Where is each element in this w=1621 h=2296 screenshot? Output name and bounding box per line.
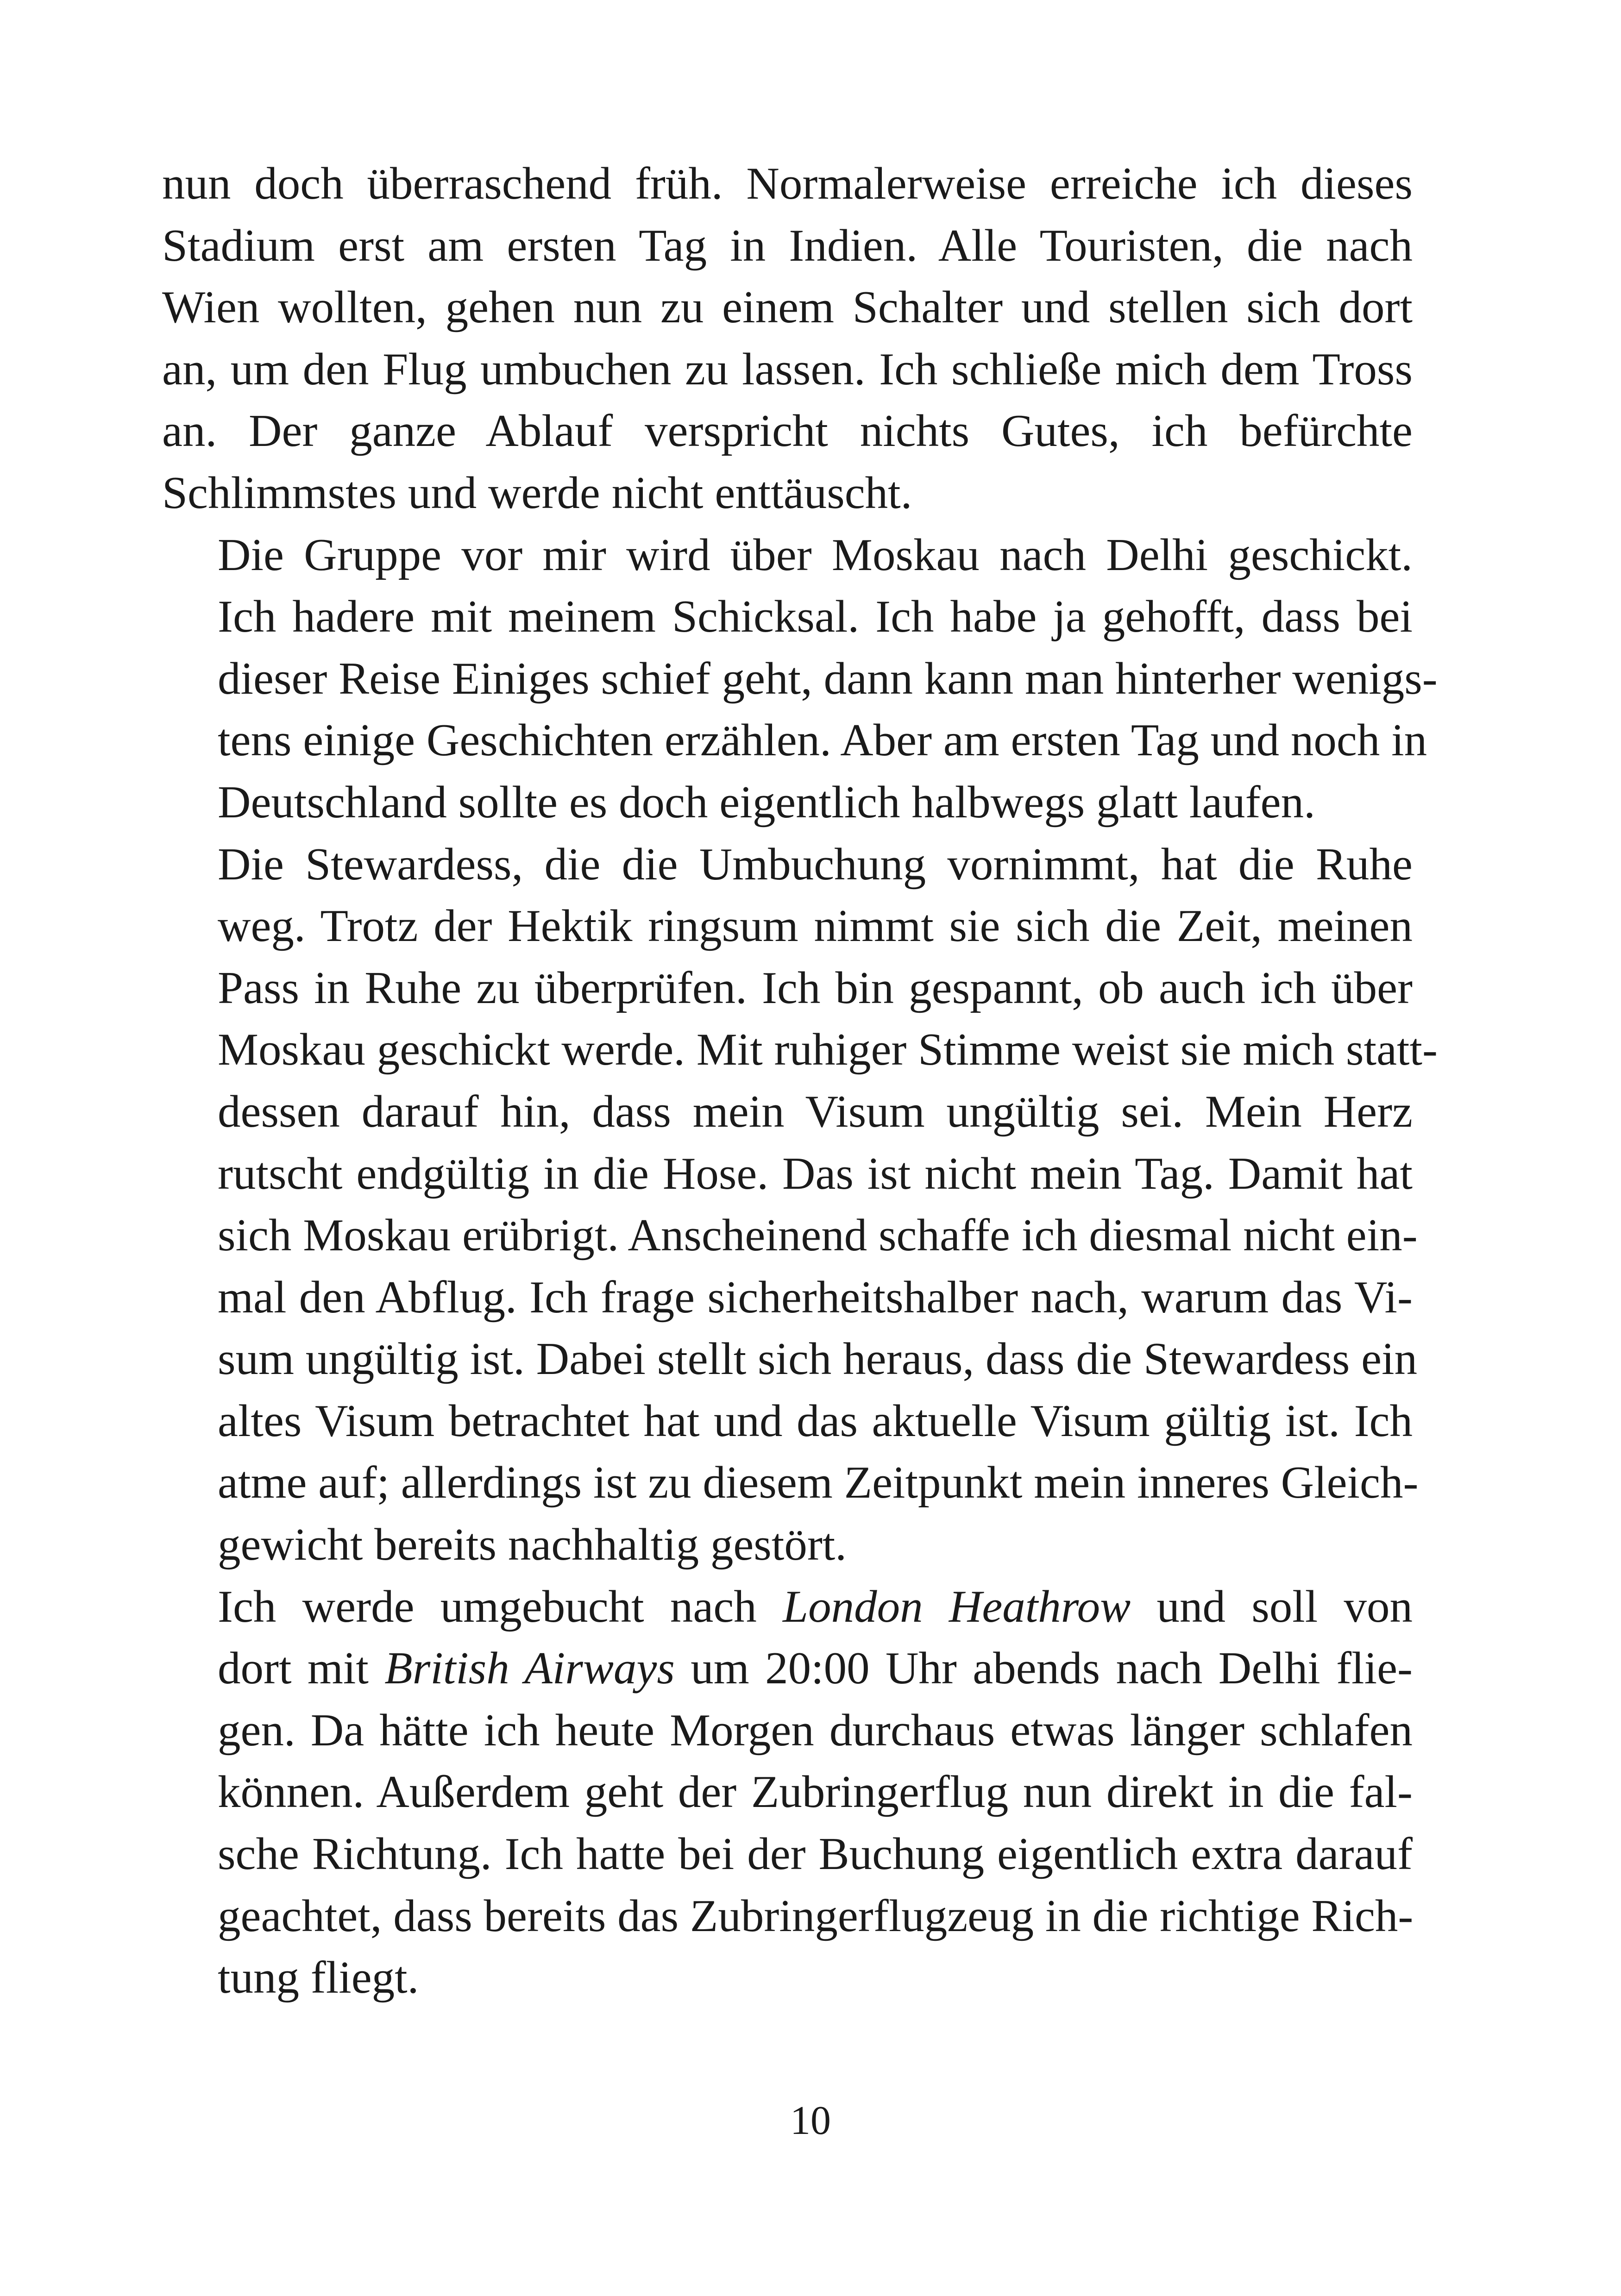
text-line: [162, 400, 1413, 462]
text-line: [162, 1328, 1418, 1390]
text-segment: dieser Reise Einiges schief geht, dann kann man hinterher wenigs-: [218, 653, 1438, 704]
text-line: [162, 648, 1438, 710]
text-segment: nun doch überraschend früh. Normalerweise erreiche ich dieses: [162, 158, 1413, 209]
text-line: [162, 524, 1413, 586]
text-segment: sche Richtung. Ich hatte bei der Buchung eigentlich extra darauf: [218, 1829, 1413, 1880]
text-segment: Die Gruppe vor mir wird über Moskau nach Delhi geschickt.: [218, 529, 1413, 580]
text-segment: sum ungültig ist. Dabei stellt sich heraus, dass die Stewardess ein: [218, 1334, 1418, 1385]
text-line: [162, 586, 1413, 648]
text-line: [162, 153, 1413, 215]
text-segment: Moskau geschickt werde. Mit ruhiger Stimme weist sie mich statt-: [218, 1024, 1438, 1075]
text-segment: atme auf; allerdings ist zu diesem Zeitpunkt mein inneres Gleich-: [218, 1457, 1419, 1508]
text-segment: an. Der ganze Ablauf verspricht nichts Gutes, ich befürchte: [162, 406, 1413, 457]
text-segment: Ich werde umgebucht nach: [218, 1581, 783, 1632]
text-line: [162, 1452, 1419, 1514]
text-line: [162, 215, 1413, 277]
text-line: [162, 1576, 1413, 1638]
text-line: [162, 462, 1413, 524]
paragraph: [162, 1576, 1413, 2009]
text-segment: geachtet, dass bereits das Zubringerflugzeug in die richtige Rich-: [218, 1890, 1414, 1941]
text-segment: sich Moskau erübrigt. Anscheinend schaffe ich diesmal nicht ein-: [218, 1210, 1418, 1261]
page-number: 10: [790, 2098, 831, 2143]
text-segment: Pass in Ruhe zu überprüfen. Ich bin gespannt, ob auch ich über: [218, 962, 1413, 1013]
text-line: [162, 1081, 1413, 1143]
text-segment: gen. Da hätte ich heute Morgen durchaus etwas länger schlafen: [218, 1705, 1413, 1756]
text-segment: rutscht endgültig in die Hose. Das ist nicht mein Tag. Damit hat: [218, 1148, 1413, 1199]
text-segment: dessen darauf hin, dass mein Visum ungültig sei. Mein Herz: [218, 1086, 1413, 1137]
text-line: [162, 1700, 1413, 1762]
text-segment: weg. Trotz der Hektik ringsum nimmt sie sich die Zeit, meinen: [218, 901, 1413, 952]
text-line: [162, 772, 1413, 834]
text-line: [162, 1204, 1418, 1267]
text-line: [162, 1267, 1413, 1329]
text-segment: und soll von: [1131, 1581, 1413, 1632]
text-line: [162, 1637, 1413, 1700]
paragraph: [162, 524, 1438, 834]
text-segment: dort mit: [218, 1643, 385, 1694]
text-segment: Stadium erst am ersten Tag in Indien. Alle Touristen, die nach: [162, 220, 1413, 271]
text-line: [162, 1143, 1413, 1205]
italic-text: London Heathrow: [783, 1581, 1131, 1632]
text-line: [162, 1885, 1413, 1947]
text-segment: tens einige Geschichten erzählen. Aber am ersten Tag und noch in: [218, 715, 1427, 766]
text-segment: gewicht bereits nachhaltig gestört.: [218, 1519, 847, 1570]
text-segment: altes Visum betrachtet hat und das aktuelle Visum gültig ist. Ich: [218, 1395, 1413, 1446]
text-line: [162, 339, 1413, 401]
text-segment: Ich hadere mit meinem Schicksal. Ich habe ja gehofft, dass bei: [218, 591, 1413, 642]
text-line: [162, 1947, 1413, 2009]
text-line: [162, 1823, 1413, 1885]
text-line: [162, 1390, 1413, 1452]
paragraph: [162, 153, 1413, 524]
text-segment: Deutschland sollte es doch eigentlich halbwegs glatt laufen.: [218, 777, 1315, 828]
paragraph: [162, 834, 1438, 1576]
text-line: [162, 1514, 1413, 1576]
text-segment: Wien wollten, gehen nun zu einem Schalter und stellen sich dort: [162, 282, 1413, 333]
text-line: [162, 895, 1413, 957]
text-line: [162, 957, 1413, 1019]
text-line: [162, 1761, 1413, 1823]
text-segment: Die Stewardess, die die Umbuchung vornimmt, hat die Ruhe: [218, 839, 1413, 890]
text-line: [162, 709, 1427, 772]
text-line: [162, 276, 1413, 339]
text-segment: mal den Abflug. Ich frage sicherheitshalber nach, warum das Vi-: [218, 1272, 1413, 1323]
text-segment: an, um den Flug umbuchen zu lassen. Ich schließe mich dem Tross: [162, 344, 1413, 395]
body-text: [162, 153, 1438, 2009]
text-line: [162, 834, 1413, 896]
text-segment: Schlimmstes und werde nicht enttäuscht.: [162, 467, 912, 518]
text-segment: können. Außerdem geht der Zubringerflug nun direkt in die fal-: [218, 1767, 1413, 1818]
text-segment: um 20:00 Uhr abends nach Delhi flie-: [674, 1643, 1413, 1694]
text-line: [162, 1019, 1438, 1081]
text-segment: tung fliegt.: [218, 1952, 419, 2003]
italic-text: British Airways: [384, 1643, 675, 1694]
